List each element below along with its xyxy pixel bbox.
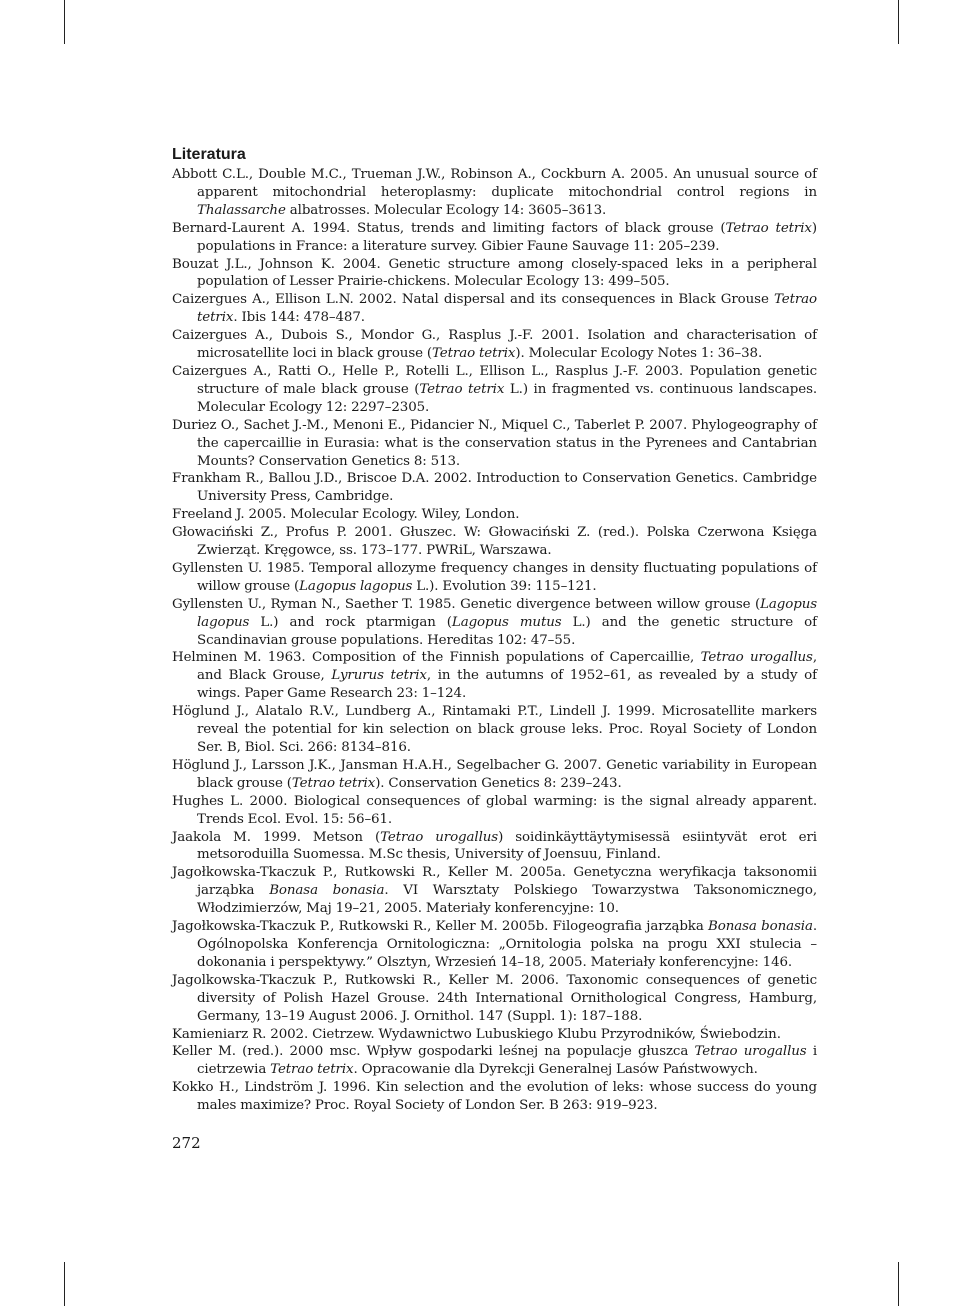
species-name: Tetrao tetrix (419, 381, 505, 397)
reference-text: . VI Warsztaty Polskiego Towarzystwa Taksonomicznego, Włodzimierzów, Maj 19–21, 2005. Materiały konferencyjne: 10. (197, 883, 818, 917)
species-name: Bonasa bonasia (708, 919, 813, 935)
reference-text: , and Black Grouse, (197, 650, 817, 684)
reference-text: Jagolkowska-Tkaczuk P., Rutkowski R., Keller M. 2006. Taxonomic consequences of genetic diversity of Polish Hazel Grouse. 24th International Ornithological Congress, Hamburg, Germany, 13–19 August 2006. J. Ornithol. 147 (Suppl. 1): 187–188. (172, 972, 817, 1024)
species-name: Tetrao tetrix (197, 292, 817, 326)
reference-text: . Ibis 144: 478–487. (233, 310, 365, 326)
section-heading: Literatura (172, 146, 246, 163)
reference-text: Bouzat J.L., Johnson K. 2004. Genetic structure among closely-spaced leks in a peripheral population of Lesser Prairie-chickens. Molecular Ecology 13: 499–505. (172, 256, 817, 290)
species-name: Bonasa bonasia (269, 883, 385, 899)
reference-entry (172, 793, 817, 829)
reference-text: ). Conservation Genetics 8: 239–243. (375, 775, 622, 791)
reference-text: i cietrzewia (197, 1044, 817, 1078)
reference-list (172, 166, 817, 1115)
species-name: Tetrao tetrix (291, 775, 376, 791)
species-name: Lagopus mutus (451, 614, 562, 630)
reference-text: Caizergues A., Ratti O., Helle P., Rotelli L., Ellison L., Rasplus J.-F. 2003. Population genetic structure of male black grouse ( (172, 363, 817, 397)
reference-text: Hughes L. 2000. Biological consequences of global warming: is the signal already apparent. Trends Ecol. Evol. 15: 56–61. (172, 793, 817, 827)
reference-text: Gyllensten U. 1985. Temporal allozyme frequency changes in density fluctuating populations of willow grouse ( (172, 560, 817, 594)
reference-entry (172, 291, 817, 327)
reference-text: Gyllensten U., Ryman N., Saether T. 1985. Genetic divergence between willow grouse ( (172, 596, 761, 612)
reference-entry (172, 1026, 817, 1044)
page-content (172, 145, 817, 1115)
reference-text: . Opracowanie dla Dyrekcji Generalnej Lasów Państwowych. (353, 1062, 758, 1078)
crop-mark-top-right (898, 0, 899, 44)
crop-mark-bottom-left (64, 1262, 65, 1306)
reference-text: Frankham R., Ballou J.D., Briscoe D.A. 2002. Introduction to Conservation Genetics. Cambridge University Press, Cambridge. (172, 471, 817, 505)
crop-mark-bottom-right (898, 1262, 899, 1306)
reference-text: L.) in fragmented vs. continuous landscapes. Molecular Ecology 12: 2297–2305. (197, 381, 818, 415)
reference-entry (172, 703, 817, 757)
reference-text: Keller M. (red.). 2000 msc. Wpływ gospodarki leśnej na populacje głuszca (172, 1044, 695, 1060)
reference-entry (172, 1079, 817, 1115)
reference-entry (172, 757, 817, 793)
species-name: Lagopus lagopus (197, 596, 817, 630)
reference-text: Höglund J., Larsson J.K., Jansman H.A.H., Segelbacher G. 2007. Genetic variability in European black grouse ( (172, 757, 817, 791)
reference-text: Helminen M. 1963. Composition of the Finnish populations of Capercaillie, (172, 650, 701, 666)
reference-entry (172, 470, 817, 506)
reference-text: Freeland J. 2005. Molecular Ecology. Wiley, London. (172, 507, 520, 523)
crop-mark-top-left (64, 0, 65, 44)
reference-text: Jagołkowska-Tkaczuk P., Rutkowski R., Keller M. 2005a. Genetyczna weryfikacja taksonomii jarząbka (172, 865, 817, 899)
reference-entry (172, 829, 817, 865)
reference-text: . Ogólnopolska Konferencja Ornitologiczna: „Ornitologia polska na progu XXI stulecia – dokonania i perspektywy.” Olsztyn, Wrzesień 14–18, 2005. Materiały konferencyjne: 146. (197, 919, 817, 970)
reference-text: Caizergues A., Dubois S., Mondor G., Rasplus J.-F. 2001. Isolation and characterisation of microsatellite loci in black grouse ( (172, 328, 817, 362)
reference-entry (172, 1043, 817, 1079)
reference-text: Höglund J., Alatalo R.V., Lundberg A., Rintamaki P.T., Lindell J. 1999. Microsatellite markers reveal the potential for kin selection on black grouse leks. Proc. Royal Society of London Ser. B, Biol. Sci. 266: 8134–816. (172, 704, 817, 755)
reference-text: L.) and the genetic structure of Scandinavian grouse populations. Hereditas 102: 47–55. (197, 614, 817, 648)
reference-text: Kamieniarz R. 2002. Cietrzew. Wydawnictwo Lubuskiego Klubu Przyrodników, Świebodzin. (172, 1026, 781, 1042)
reference-text: Jagołkowska-Tkaczuk P., Rutkowski R., Keller M. 2005b. Filogeografia jarząbka (172, 919, 709, 935)
species-name: Lagopus lagopus (299, 578, 413, 594)
reference-text: Kokko H., Lindström J. 1996. Kin selection and the evolution of leks: whose success do young males maximize? Proc. Royal Society of London Ser. B 263: 919–923. (172, 1080, 817, 1114)
reference-entry (172, 918, 817, 972)
reference-entry (172, 560, 817, 596)
reference-text: L.). Evolution 39: 115–121. (412, 578, 597, 594)
reference-entry (172, 166, 817, 220)
page-number: 272 (172, 1134, 201, 1152)
species-name: Tetrao tetrix (270, 1062, 354, 1078)
reference-entry (172, 524, 817, 560)
reference-text: ) populations in France: a literature survey. Gibier Faune Sauvage 11: 205–239. (197, 220, 817, 254)
reference-entry (172, 256, 817, 292)
species-name: Tetrao urogallus (694, 1044, 807, 1060)
reference-entry (172, 220, 817, 256)
reference-entry (172, 596, 817, 650)
reference-text: , in the autumns of 1952–61, as revealed by a study of wings. Paper Game Research 23: 1–124. (197, 668, 817, 702)
reference-text: Duriez O., Sachet J.-M., Menoni E., Pidancier N., Miquel C., Taberlet P. 2007. Phylogeography of the capercaillie in Eurasia: what is the conservation status in the Pyrenees and Cantabrian Mounts? Conservation Genetics 8: 513. (172, 417, 817, 469)
species-name: Lyrurus tetrix (331, 668, 427, 684)
reference-text: albatrosses. Molecular Ecology 14: 3605–3613. (285, 202, 607, 218)
species-name: Tetrao tetrix (725, 220, 812, 236)
species-name: Tetrao tetrix (432, 346, 516, 362)
reference-text: ). Molecular Ecology Notes 1: 36–38. (515, 346, 763, 362)
reference-text: Bernard-Laurent A. 1994. Status, trends and limiting factors of black grouse ( (172, 220, 726, 236)
reference-entry (172, 972, 817, 1026)
reference-text: ) soidinkäyttäytymisessä esiintyvät erot eri metsoroduilla Suomessa. M.Sc thesis, University of Joensuu, Finland. (197, 829, 817, 863)
reference-entry (172, 506, 817, 524)
reference-text: L.) and rock ptarmigan ( (249, 614, 452, 630)
reference-entry (172, 649, 817, 703)
reference-entry (172, 417, 817, 471)
species-name: Tetrao urogallus (700, 650, 813, 666)
reference-text: Jaakola M. 1999. Metson ( (172, 829, 381, 845)
species-name: Thalassarche (197, 202, 286, 218)
reference-text: Abbott C.L., Double M.C., Trueman J.W., Robinson A., Cockburn A. 2005. An unusual source of apparent mitochondrial heteroplasmy: duplicate mitochondrial control regions in (172, 167, 817, 200)
reference-entry (172, 864, 817, 918)
reference-entry (172, 363, 817, 417)
species-name: Tetrao urogallus (380, 829, 499, 845)
reference-entry (172, 327, 817, 363)
reference-text: Głowaciński Z., Profus P. 2001. Głuszec. W: Głowaciński Z. (red.). Polska Czerwona Księga Zwierząt. Kręgowce, ss. 173–177. PWRiL, Warszawa. (172, 525, 817, 559)
reference-text: Caizergues A., Ellison L.N. 2002. Natal dispersal and its consequences in Black Grouse (172, 292, 774, 308)
